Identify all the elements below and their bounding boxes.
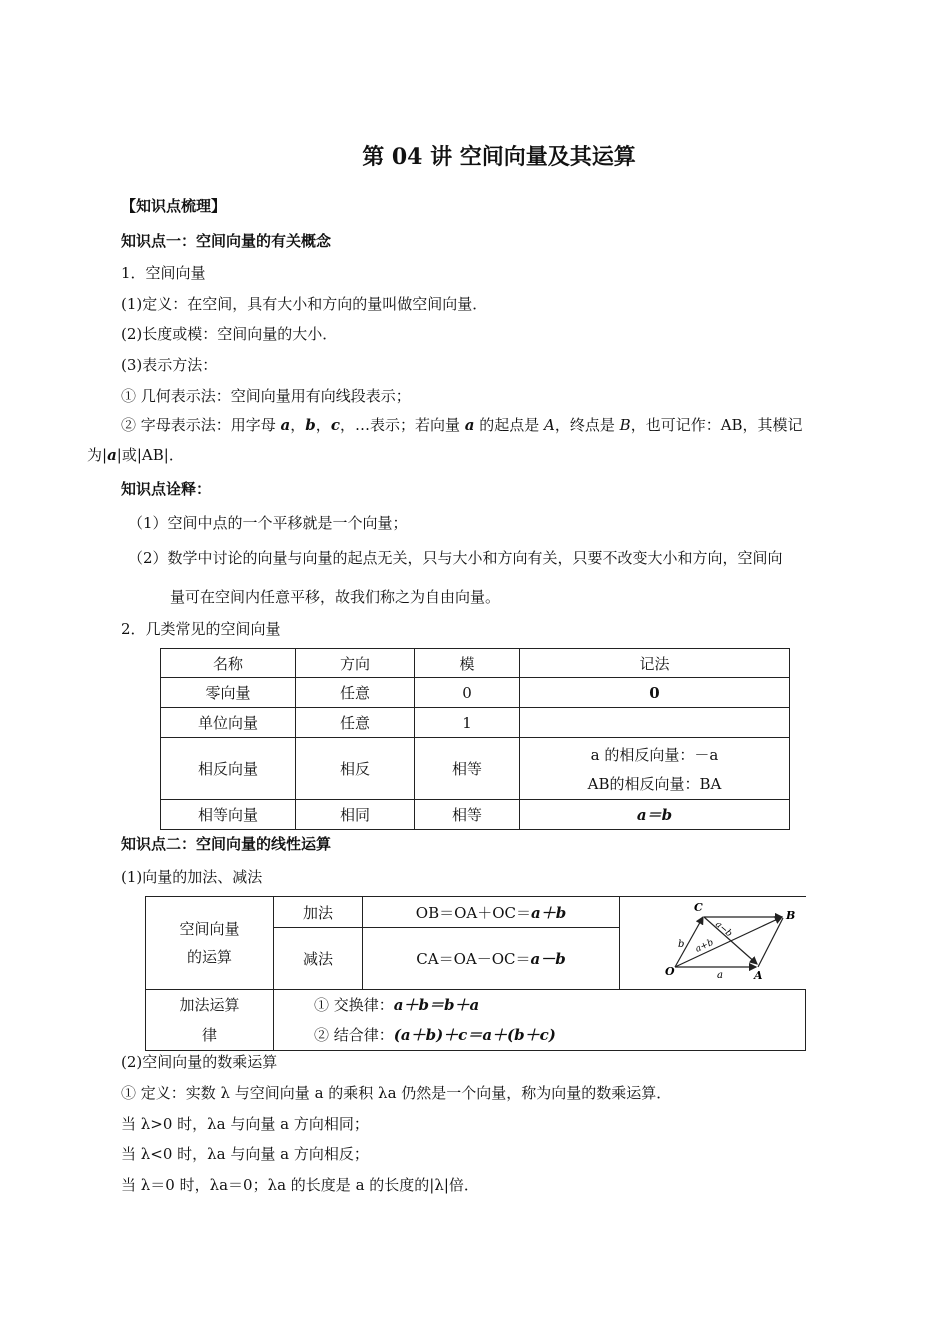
note-heading: 知识点诠释： — [121, 480, 212, 498]
parallelogram-diagram — [620, 897, 805, 985]
add-formula: OB＝OA＋OC＝ — [415, 903, 531, 922]
kp2-negative: 当 λ<0 时，λa 与向量 a 方向相反； — [121, 1145, 369, 1163]
kp2-scalar-title: (2)空间向量的数乘运算 — [121, 1053, 278, 1071]
page-title: 第 04 讲 空间向量及其运算 — [362, 144, 636, 170]
table-row — [161, 708, 790, 738]
cell-notation: a＝b — [520, 800, 790, 830]
table-row — [161, 738, 790, 800]
cell-modulus: 0 — [415, 678, 520, 708]
cell-modulus: 相等 — [415, 800, 520, 830]
note-1: （1）空间中点的一个平移就是一个向量； — [128, 514, 408, 532]
law-commutative — [314, 990, 805, 1020]
cell-direction: 任意 — [296, 708, 415, 738]
op-label-line-1: 空间向量 — [179, 920, 240, 938]
kp2-addsub-title: (1)向量的加法、减法 — [121, 868, 263, 886]
label-a-vector: a — [717, 970, 724, 981]
kp1-representation: (3)表示方法： — [121, 356, 218, 374]
text-run: |或|AB|． — [116, 446, 184, 464]
label-c-point: C — [694, 901, 704, 914]
cell-sub-formula — [363, 928, 620, 990]
vector-a-symbol: a — [280, 416, 291, 434]
law-associative — [314, 1020, 805, 1050]
edge-ab-line — [758, 918, 783, 967]
header-name: 名称 — [161, 649, 296, 678]
section-header: 【知识点梳理】 — [121, 197, 227, 215]
table-row — [146, 990, 806, 1051]
kp2-zero: 当 λ＝0 时，λa＝0；λa 的长度是 a 的长度的|λ|倍． — [121, 1176, 479, 1194]
kp1-item1: 1．空间向量 — [121, 264, 206, 282]
kp2-positive: 当 λ>0 时，λa 与向量 a 方向相同； — [121, 1115, 369, 1133]
law2-formula: (a＋b)＋c＝a＋(b＋c) — [393, 1026, 556, 1044]
cell-notation — [520, 738, 790, 800]
label-b-vector: b — [678, 939, 685, 950]
label-o: O — [665, 965, 675, 978]
vector-c-symbol: c — [330, 416, 340, 434]
text-run: ，也可记作：AB，其模记 — [630, 416, 803, 434]
table-row — [161, 800, 790, 830]
cell-name: 相等向量 — [161, 800, 296, 830]
kp1-item2: 2．几类常见的空间向量 — [121, 620, 281, 638]
cell-modulus: 1 — [415, 708, 520, 738]
header-modulus: 模 — [415, 649, 520, 678]
cell-notation: 0 — [520, 678, 790, 708]
vector-a-symbol: a — [107, 446, 117, 464]
op-label-line-2: 的运算 — [186, 948, 232, 966]
cell-direction: 任意 — [296, 678, 415, 708]
separator: ， — [315, 416, 331, 434]
notation-line-2: AB的相反向量：BA — [587, 774, 722, 793]
text-run: ② 字母表示法：用字母 — [121, 416, 281, 434]
note-2a: （2）数学中讨论的向量与向量的起点无关，只与大小和方向有关，只要不改变大小和方向，空间向 — [128, 549, 783, 567]
law1-prefix: ① 交换律： — [314, 996, 394, 1014]
header-direction: 方向 — [296, 649, 415, 678]
cell-add-label: 加法 — [274, 897, 363, 928]
kp1-definition: (1)定义：在空间，具有大小和方向的量叫做空间向量． — [121, 295, 488, 313]
cell-name: 单位向量 — [161, 708, 296, 738]
header-notation: 记法 — [520, 649, 790, 678]
text-run: 的起点是 — [474, 416, 545, 434]
kp1-length: (2)长度或模：空间向量的大小． — [121, 325, 338, 343]
cell-name: 零向量 — [161, 678, 296, 708]
notation-line-1: a 的相反向量：－a — [590, 745, 719, 764]
separator: ，… — [339, 416, 370, 434]
cell-name: 相反向量 — [161, 738, 296, 800]
operations-table — [145, 896, 806, 1051]
law1-formula: a＋b＝b＋a — [393, 996, 480, 1014]
law-label-line-1: 加法运算 — [179, 996, 240, 1014]
cell-modulus: 相等 — [415, 738, 520, 800]
cell-direction: 相反 — [296, 738, 415, 800]
cell-op-label — [146, 897, 274, 990]
sub-formula: CA＝OA－OC＝ — [416, 950, 531, 968]
text-run: 为| — [87, 446, 108, 464]
cell-notation — [520, 708, 790, 738]
kp1-modulus-line — [87, 444, 184, 466]
text-run: ，终点是 — [554, 416, 620, 434]
table-header-row — [161, 649, 790, 678]
table-row — [161, 678, 790, 708]
law2-prefix: ② 结合律： — [314, 1026, 394, 1044]
cell-add-formula — [363, 897, 620, 928]
point-b: B — [619, 416, 631, 434]
label-diff: a−b — [713, 919, 735, 940]
cell-direction: 相同 — [296, 800, 415, 830]
vector-b-symbol: b — [305, 416, 316, 434]
vector-sum-arrow — [675, 917, 782, 967]
cell-diagram — [620, 897, 806, 990]
separator: ， — [290, 416, 306, 434]
vector-a-symbol: a — [464, 416, 475, 434]
label-a-point: A — [754, 969, 763, 982]
table-row — [146, 897, 806, 928]
kp1-heading: 知识点一：空间向量的有关概念 — [121, 232, 332, 250]
note-2b: 量可在空间内任意平移，故我们称之为自由向量。 — [170, 588, 501, 606]
label-sum: a+b — [694, 937, 716, 955]
add-result: a＋b — [531, 903, 567, 922]
kp2-heading: 知识点二：空间向量的线性运算 — [121, 835, 332, 853]
kp1-geometric: ① 几何表示法：空间向量用有向线段表示； — [121, 387, 411, 405]
vector-types-table — [160, 648, 790, 830]
cell-law-label — [146, 990, 274, 1051]
label-b-point: B — [786, 909, 796, 922]
cell-sub-label: 减法 — [274, 928, 363, 990]
kp1-letter-line — [121, 414, 803, 436]
cell-laws — [274, 990, 806, 1051]
point-a: A — [544, 416, 555, 434]
law-label-line-2: 律 — [201, 1026, 217, 1044]
sub-result: a－b — [530, 950, 566, 968]
kp2-scalar-def: ① 定义：实数 λ 与空间向量 a 的乘积 λa 仍然是一个向量，称为向量的数乘运算． — [121, 1084, 672, 1102]
text-run: 表示；若向量 — [369, 416, 465, 434]
